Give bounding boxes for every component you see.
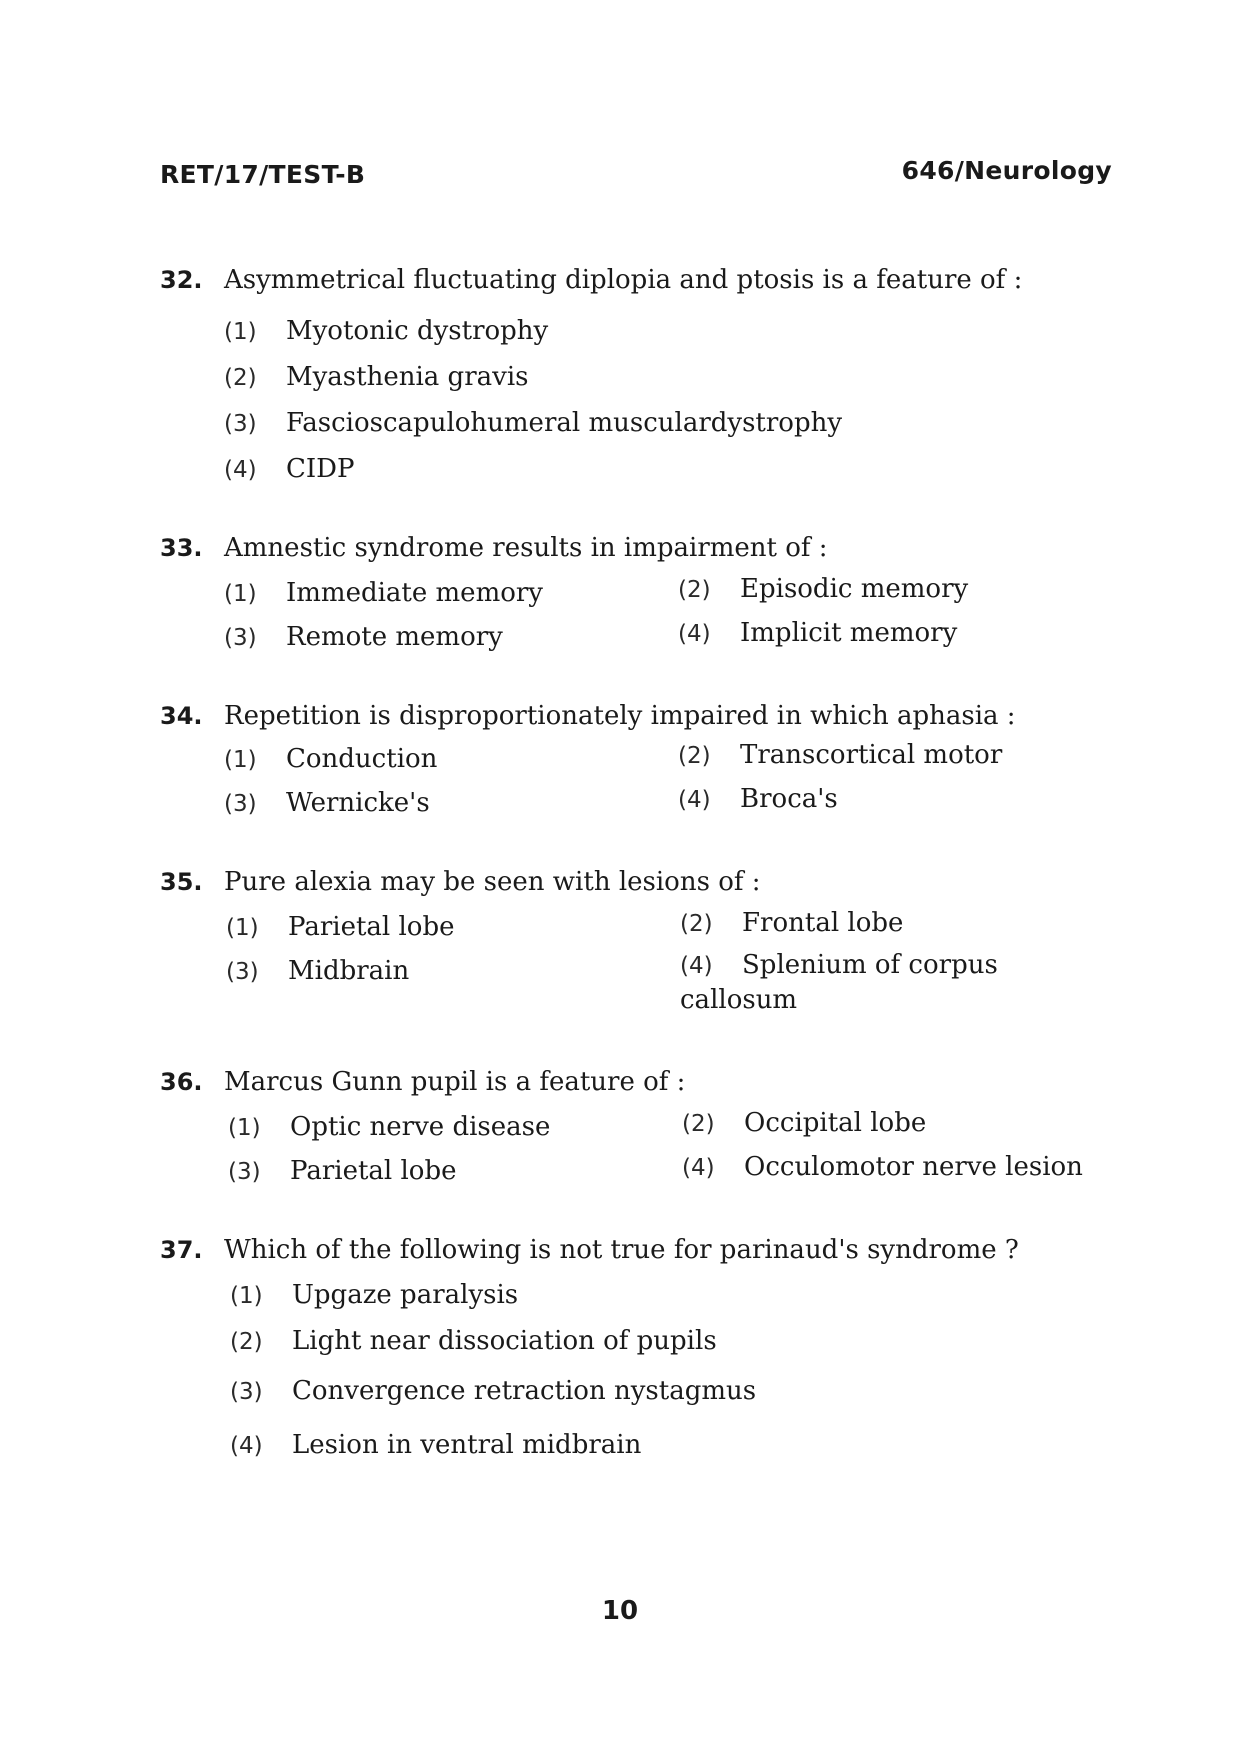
- option-number: (3): [226, 959, 259, 985]
- option-text: Wernicke's: [286, 788, 430, 818]
- option: [224, 742, 437, 777]
- question-stem: [160, 1064, 1120, 1100]
- option-text: Episodic memory: [740, 574, 969, 604]
- option-number: (2): [230, 1329, 263, 1355]
- question-stem: [160, 262, 1120, 298]
- option-number: (1): [228, 1115, 261, 1141]
- option-text: Occipital lobe: [744, 1108, 927, 1138]
- option-number: (1): [226, 915, 259, 941]
- option: [224, 786, 430, 821]
- question-number: 36.: [160, 1068, 203, 1096]
- question-text: Which of the following is not true for parinaud's syndrome ?: [224, 1235, 1019, 1265]
- option: [228, 1154, 457, 1189]
- question-34: [160, 698, 1120, 734]
- option: [678, 782, 838, 817]
- option-text: Fascioscapulohumeral musculardystrophy: [286, 408, 843, 438]
- question-stem: [160, 1232, 1120, 1268]
- option: [230, 1324, 717, 1359]
- option: [678, 616, 957, 651]
- option-number: (2): [678, 577, 711, 603]
- option-number: (3): [224, 625, 257, 651]
- option: [680, 906, 903, 941]
- question-35: [160, 864, 1120, 900]
- question-number: 33.: [160, 534, 203, 562]
- option-text: Parietal lobe: [288, 912, 455, 942]
- option-text: Occulomotor nerve lesion: [744, 1152, 1083, 1182]
- question-text: Amnestic syndrome results in impairment of :: [224, 533, 828, 563]
- option-text: Myasthenia gravis: [286, 362, 529, 392]
- option-number: (3): [224, 791, 257, 817]
- question-stem: [160, 864, 1120, 900]
- option: [230, 1278, 518, 1313]
- option-text: Remote memory: [286, 622, 503, 652]
- option-text: Light near dissociation of pupils: [292, 1326, 717, 1356]
- option: [678, 572, 968, 607]
- option: [226, 910, 455, 945]
- option-text: Lesion in ventral midbrain: [292, 1430, 642, 1460]
- option-number: (4): [680, 953, 713, 979]
- option-number: (4): [224, 457, 257, 483]
- option-number: (3): [230, 1379, 263, 1405]
- option-text: Transcortical motor: [740, 740, 1003, 770]
- question-text: Pure alexia may be seen with lesions of :: [224, 867, 761, 897]
- option-text: Convergence retraction nystagmus: [292, 1376, 757, 1406]
- option-number: (2): [224, 365, 257, 391]
- option-number: (2): [678, 743, 711, 769]
- page-number: 10: [601, 1596, 639, 1626]
- question-33: [160, 530, 1120, 566]
- option: [230, 1428, 641, 1463]
- option-number: (4): [678, 621, 711, 647]
- option-text: Midbrain: [288, 956, 410, 986]
- question-36: [160, 1064, 1120, 1100]
- question-32: [160, 262, 1120, 298]
- option-number: (3): [228, 1159, 261, 1185]
- option: [682, 1106, 926, 1141]
- option: [224, 406, 842, 441]
- option-number: (4): [230, 1433, 263, 1459]
- question-37: [160, 1232, 1120, 1268]
- option-text: Implicit memory: [740, 618, 958, 648]
- option: [682, 1150, 1083, 1185]
- option: [678, 738, 1002, 773]
- option-number: (4): [682, 1155, 715, 1181]
- question-number: 35.: [160, 868, 203, 896]
- option: [224, 452, 355, 487]
- option-text: Conduction: [286, 744, 438, 774]
- question-number: 34.: [160, 702, 203, 730]
- option-number: (3): [224, 411, 257, 437]
- option-number: (4): [678, 787, 711, 813]
- option: [224, 360, 528, 395]
- option-number: (1): [224, 581, 257, 607]
- option-text: Broca's: [740, 784, 838, 814]
- question-text: Asymmetrical fluctuating diplopia and ptosis is a feature of :: [224, 265, 1023, 295]
- option-number: (2): [680, 911, 713, 937]
- option-number: (2): [682, 1111, 715, 1137]
- option: [224, 314, 548, 349]
- option: [228, 1110, 550, 1145]
- option: [224, 576, 543, 611]
- test-code: RET/17/TEST-B: [160, 160, 366, 189]
- option-number: (1): [224, 319, 257, 345]
- option: [230, 1374, 756, 1409]
- question-text: Marcus Gunn pupil is a feature of :: [224, 1067, 686, 1097]
- subject-code: 646/Neurology: [901, 156, 1112, 185]
- question-stem: [160, 530, 1120, 566]
- option-text: Upgaze paralysis: [292, 1280, 519, 1310]
- option-text: Optic nerve disease: [290, 1112, 551, 1142]
- option-number: (1): [224, 747, 257, 773]
- option-text: Frontal lobe: [742, 908, 904, 938]
- option: [680, 948, 1010, 1017]
- question-number: 32.: [160, 266, 203, 294]
- question-stem: [160, 698, 1120, 734]
- question-text: Repetition is disproportionately impaired in which aphasia :: [224, 701, 1016, 731]
- question-number: 37.: [160, 1236, 203, 1264]
- option-text: Parietal lobe: [290, 1156, 457, 1186]
- option-text: CIDP: [286, 454, 355, 484]
- option-text: Immediate memory: [286, 578, 543, 608]
- option: [224, 620, 503, 655]
- option: [226, 954, 409, 989]
- option-text: Myotonic dystrophy: [286, 316, 549, 346]
- option-number: (1): [230, 1283, 263, 1309]
- option-text: Splenium of corpus callosum: [680, 950, 998, 1015]
